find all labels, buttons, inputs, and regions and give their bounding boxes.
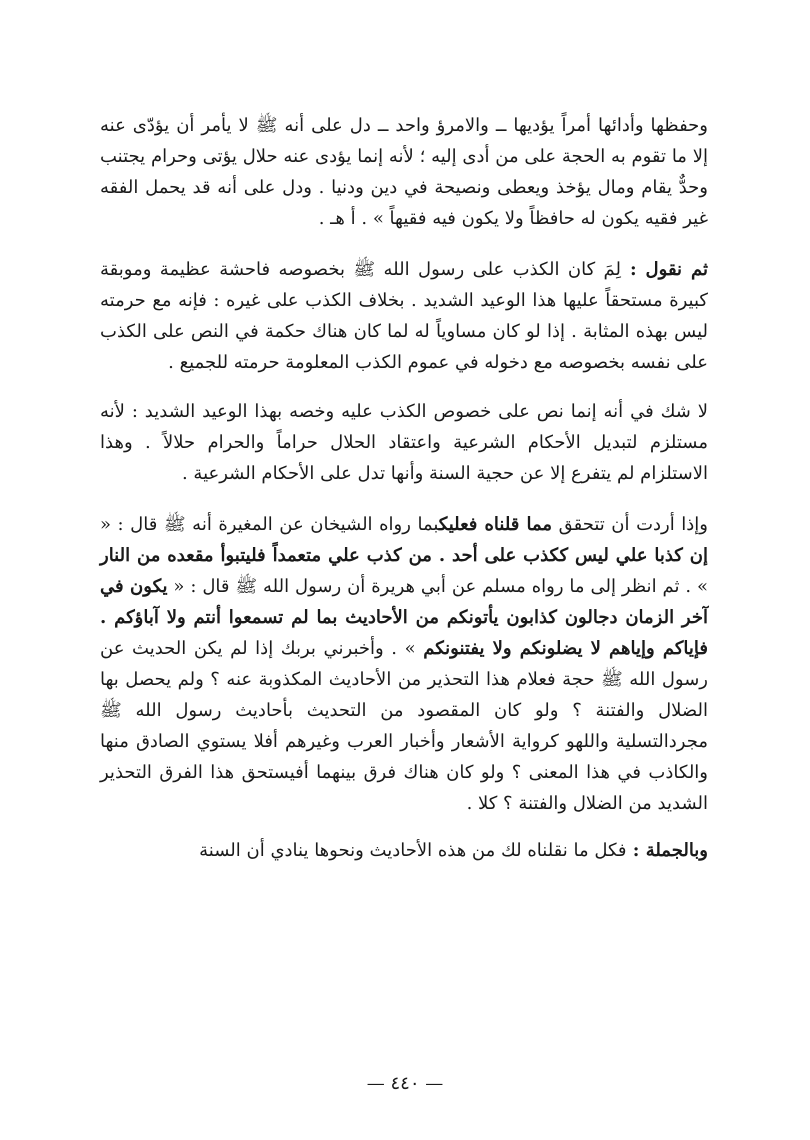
paragraph-1 [100,110,708,234]
paragraph-4 [100,509,708,819]
text-run: » . وأخبرني بربك إذا لم يكن الحديث عن رسول الله ﷺ حجة فعلام هذا التحذير من الأحاديث المكذوبة عنه ؟ ولم يحصل بها الضلال والفتنة ؟ ولو كان المقصود من التحديث بأحاديث رسول الله ﷺ مجردالتسلية واللهو كرواية الأشعار وأخبار العرب وغيرهم أفلا يستوي الصادق منها والكاذب في هذا المعنى ؟ ولو كان هناك فرق بينهما أفيستحق هذا الفرق التحذير الشديد من الضلال والفتنة ؟ كلا . [100,638,708,814]
text-run: بما رواه الشيخان عن المغيرة أنه ﷺ قال : « [100,514,439,535]
text-run: لا شك في أنه إنما نص على خصوص الكذب عليه وخصه بهذا الوعيد الشديد : لأنه مستلزم لتبديل الأحكام الشرعية واعتقاد الحلال حراماً والحرام حلالاً . وهذا الاستلزام لم يتفرع إلا عن حجية السنة وأنها تدل على الأحكام الشرعية . [100,401,708,484]
text-run: » . ثم انظر إلى ما رواه مسلم عن أبي هريرة أن رسول الله ﷺ قال : « [167,576,708,597]
bold-text-run: إن كذبا علي ليس ككذب على أحد . من كذب علي متعمداً فليتبوأ مقعده من النار [100,545,708,566]
paragraph-2 [100,254,708,378]
paragraph-5 [100,835,708,866]
bold-text-run: مما قلناه فعليك [438,514,553,535]
text-run: وحفظها وأدائها أمراً يؤديها ــ والامرؤ واحد ــ دل على أنه ﷺ لا يأمر أن يؤدّى عنه إلا ما تقوم به الحجة على من أدى إليه ؛ لأنه إنما يؤدى عنه حلال يؤتى وحرام يجتنب وحدٌّ يقام ومال يؤخذ ويعطى ونصيحة في دين ودنيا . ودل على أنه قد يحمل الفقه غير فقيه يكون له حافظاً ولا يكون فيه فقيهاً » . أ هـ . [100,115,708,229]
text-run: وإذا أردت أن تتحقق [552,514,708,535]
text-run: فكل ما نقلناه لك من هذه الأحاديث ونحوها ينادي أن السنة [199,840,627,861]
paragraph-3 [100,396,708,489]
bold-text-run: يكون في آخر الزمان دجالون كذابون يأتونكم من الأحاديث بما لم تسمعوا أنتم ولا آباؤكم . فإياكم وإياهم لا يضلونكم ولا يفتنونكم [100,576,708,659]
bold-text-run: ثم نقول : [621,259,708,280]
page-number: — ٤٤٠ — [366,1073,444,1094]
text-run: لِمَ كان الكذب على رسول الله ﷺ بخصوصه فاحشة عظيمة وموبقة كبيرة مستحقاً عليها هذا الوعيد الشديد . بخلاف الكذب على غيره : فإنه مع حرمته ليس بهذه المثابة . إذا لو كان مساوياً له لما كان هناك حكمة في النص على الكذب على نفسه بخصوصه مع دخوله في عموم الكذب المعلومة حرمته للجميع . [100,259,708,373]
bold-text-run: وبالجملة : [626,840,708,861]
body-text [100,110,708,866]
